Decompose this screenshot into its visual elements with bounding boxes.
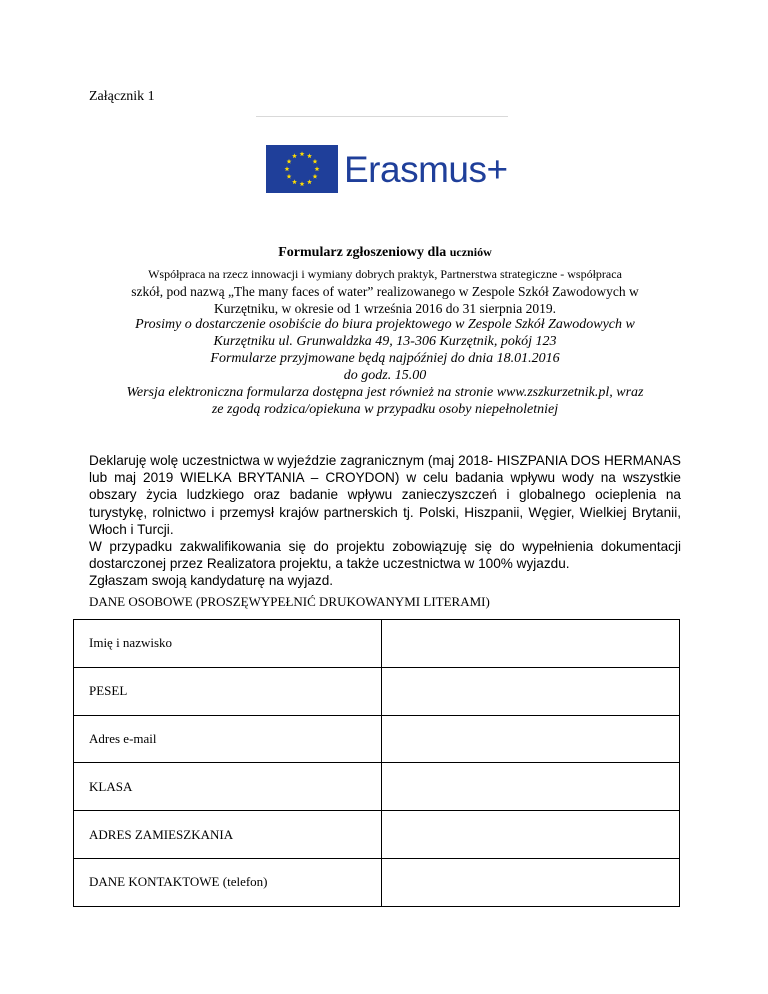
field-value-email[interactable] [382, 715, 680, 763]
field-value-contact[interactable] [382, 858, 680, 906]
field-label-email: Adres e-mail [74, 715, 382, 763]
instruction-line: Prosimy o dostarczenie osobiście do biura projektowego w Zespole Szkół Zawodowych w [135, 317, 635, 332]
erasmus-logo [266, 145, 508, 193]
declaration-paragraph: Zgłaszam swoją kandydaturę na wyjazd. [89, 573, 334, 589]
personal-data-heading: DANE OSOBOWE (PROSZĘWYPEŁNIĆ DRUKOWANYMI LITERAMI) [89, 594, 490, 609]
instruction-line: do godz. 15.00 [343, 368, 427, 383]
field-label-pesel: PESEL [74, 667, 382, 715]
declaration-paragraph: Deklaruję wolę uczestnictwa w wyjeździe zagranicznym (maj 2018- HISZPANIA DOS HERMANAS lub maj 2019 WIELKA BRYTANIA – CROYDON) w celu badania wpływu wody na wszystkie obszary życia ludzkiego oraz badanie wpływu zanieczyszczeń i globalnego ocieplenia na turystykę, rolnictwo i przemysł krajów partnerskich tj. Polski, Hiszpanii, Węgier, Wielkiej Brytanii, Włoch i Turcji. [89, 453, 681, 537]
declaration-paragraph: W przypadku zakwalifikowania się do projektu zobowiązuję się do wypełnienia dokumentacji dostarczonej przez Realizatora projektu, a także uczestnictwa w 100% wyjazdu. [89, 539, 681, 572]
instruction-line: ze zgodą rodzica/opiekuna w przypadku osoby niepełnoletniej [211, 402, 559, 417]
table-row [74, 858, 680, 906]
instruction-line: Wersja elektroniczna formularza dostępna jest również na stronie www.zszkurzetnik.pl, wraz [126, 385, 644, 400]
table-row [74, 715, 680, 763]
project-description-line: Współpraca na rzecz innowacji i wymiany dobrych praktyk, Partnerstwa strategiczne - współpraca [148, 267, 622, 281]
table-row [74, 667, 680, 715]
erasmus-logo-text: Erasmus+ [344, 148, 508, 190]
field-label-contact: DANE KONTAKTOWE (telefon) [74, 858, 382, 906]
field-label-address: ADRES ZAMIESZKANIA [74, 811, 382, 859]
form-title [85, 245, 685, 261]
personal-data-table [73, 619, 680, 907]
form-title-main: Formularz zgłoszeniowy dla [278, 245, 447, 260]
submission-instructions [85, 316, 685, 418]
project-description [85, 266, 685, 317]
field-value-name[interactable] [382, 620, 680, 668]
form-title-suffix: uczniów [449, 245, 492, 259]
field-label-class: KLASA [74, 763, 382, 811]
instruction-line: Formularze przyjmowane będą najpóźniej do dnia 18.01.2016 [210, 351, 560, 366]
declaration-text [89, 452, 681, 590]
field-value-pesel[interactable] [382, 667, 680, 715]
annex-label: Załącznik 1 [89, 89, 155, 104]
eu-flag-icon [266, 145, 338, 193]
table-row [74, 763, 680, 811]
field-value-class[interactable] [382, 763, 680, 811]
project-description-line: Kurzętniku, w okresie od 1 września 2016 do 31 sierpnia 2019. [214, 301, 556, 316]
table-row [74, 620, 680, 668]
instruction-line: Kurzętniku ul. Grunwaldzka 49, 13-306 Kurzętnik, pokój 123 [213, 334, 557, 349]
project-description-line: szkół, pod nazwą „The many faces of water” realizowanego w Zespole Szkół Zawodowych w [131, 284, 639, 299]
field-value-address[interactable] [382, 811, 680, 859]
field-label-name: Imię i nazwisko [74, 620, 382, 668]
table-row [74, 811, 680, 859]
